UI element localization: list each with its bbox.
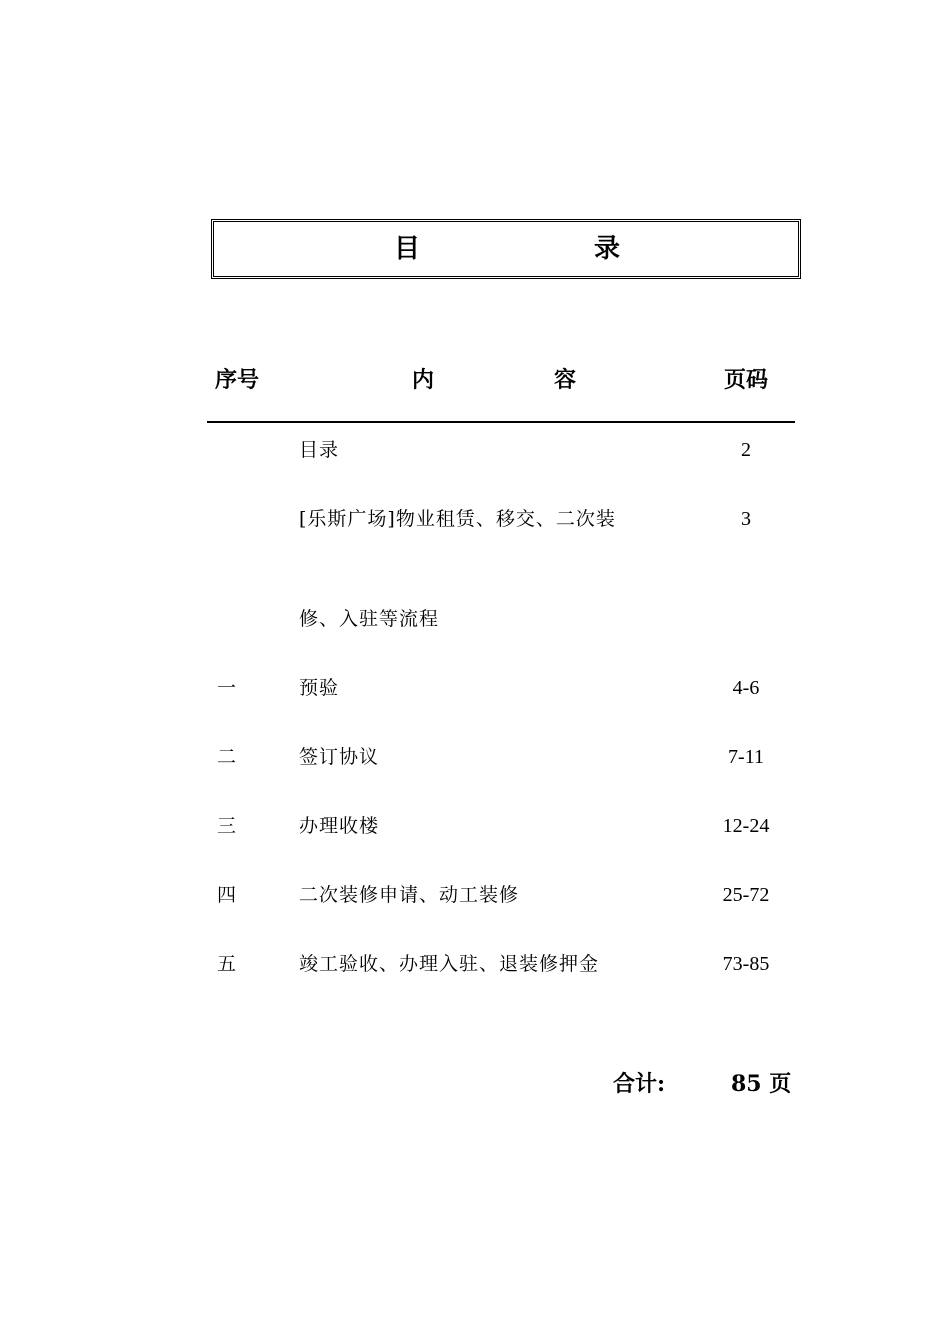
header-number: 序号 — [215, 367, 260, 393]
row-number: 四 — [217, 884, 237, 906]
header-content-part1: 内 — [412, 367, 435, 393]
row-text: [乐斯广场]物业租赁、移交、二次装 — [299, 508, 616, 530]
row-text: 预验 — [299, 677, 340, 699]
row-text: 办理收楼 — [299, 815, 380, 837]
row-text: 竣工验收、办理入驻、退装修押金 — [299, 953, 600, 975]
row-number: 三 — [217, 815, 237, 837]
row-page: 2 — [741, 439, 751, 461]
total-label: 合计: — [613, 1071, 666, 1097]
row-page: 25-72 — [722, 884, 770, 906]
row-page: 7-11 — [728, 746, 764, 768]
row-number: 一 — [217, 677, 237, 699]
header-divider — [207, 421, 795, 423]
row-text: 修、入驻等流程 — [299, 608, 440, 630]
toc-title-part2: 录 — [594, 234, 621, 264]
row-page: 73-85 — [722, 953, 770, 975]
row-page: 4-6 — [732, 677, 760, 699]
header-page: 页码 — [724, 367, 769, 393]
row-page: 3 — [741, 508, 751, 530]
row-page: 12-24 — [722, 815, 770, 837]
total-value: 85 页 — [731, 1071, 792, 1097]
row-text: 目录 — [299, 439, 340, 461]
row-number: 五 — [217, 953, 237, 975]
row-number: 二 — [217, 746, 237, 768]
row-text: 签订协议 — [299, 746, 380, 768]
row-text: 二次装修申请、动工装修 — [299, 884, 520, 906]
header-content-part2: 容 — [554, 367, 577, 393]
toc-title-part1: 目 — [394, 234, 421, 264]
toc-title-box — [211, 219, 801, 279]
